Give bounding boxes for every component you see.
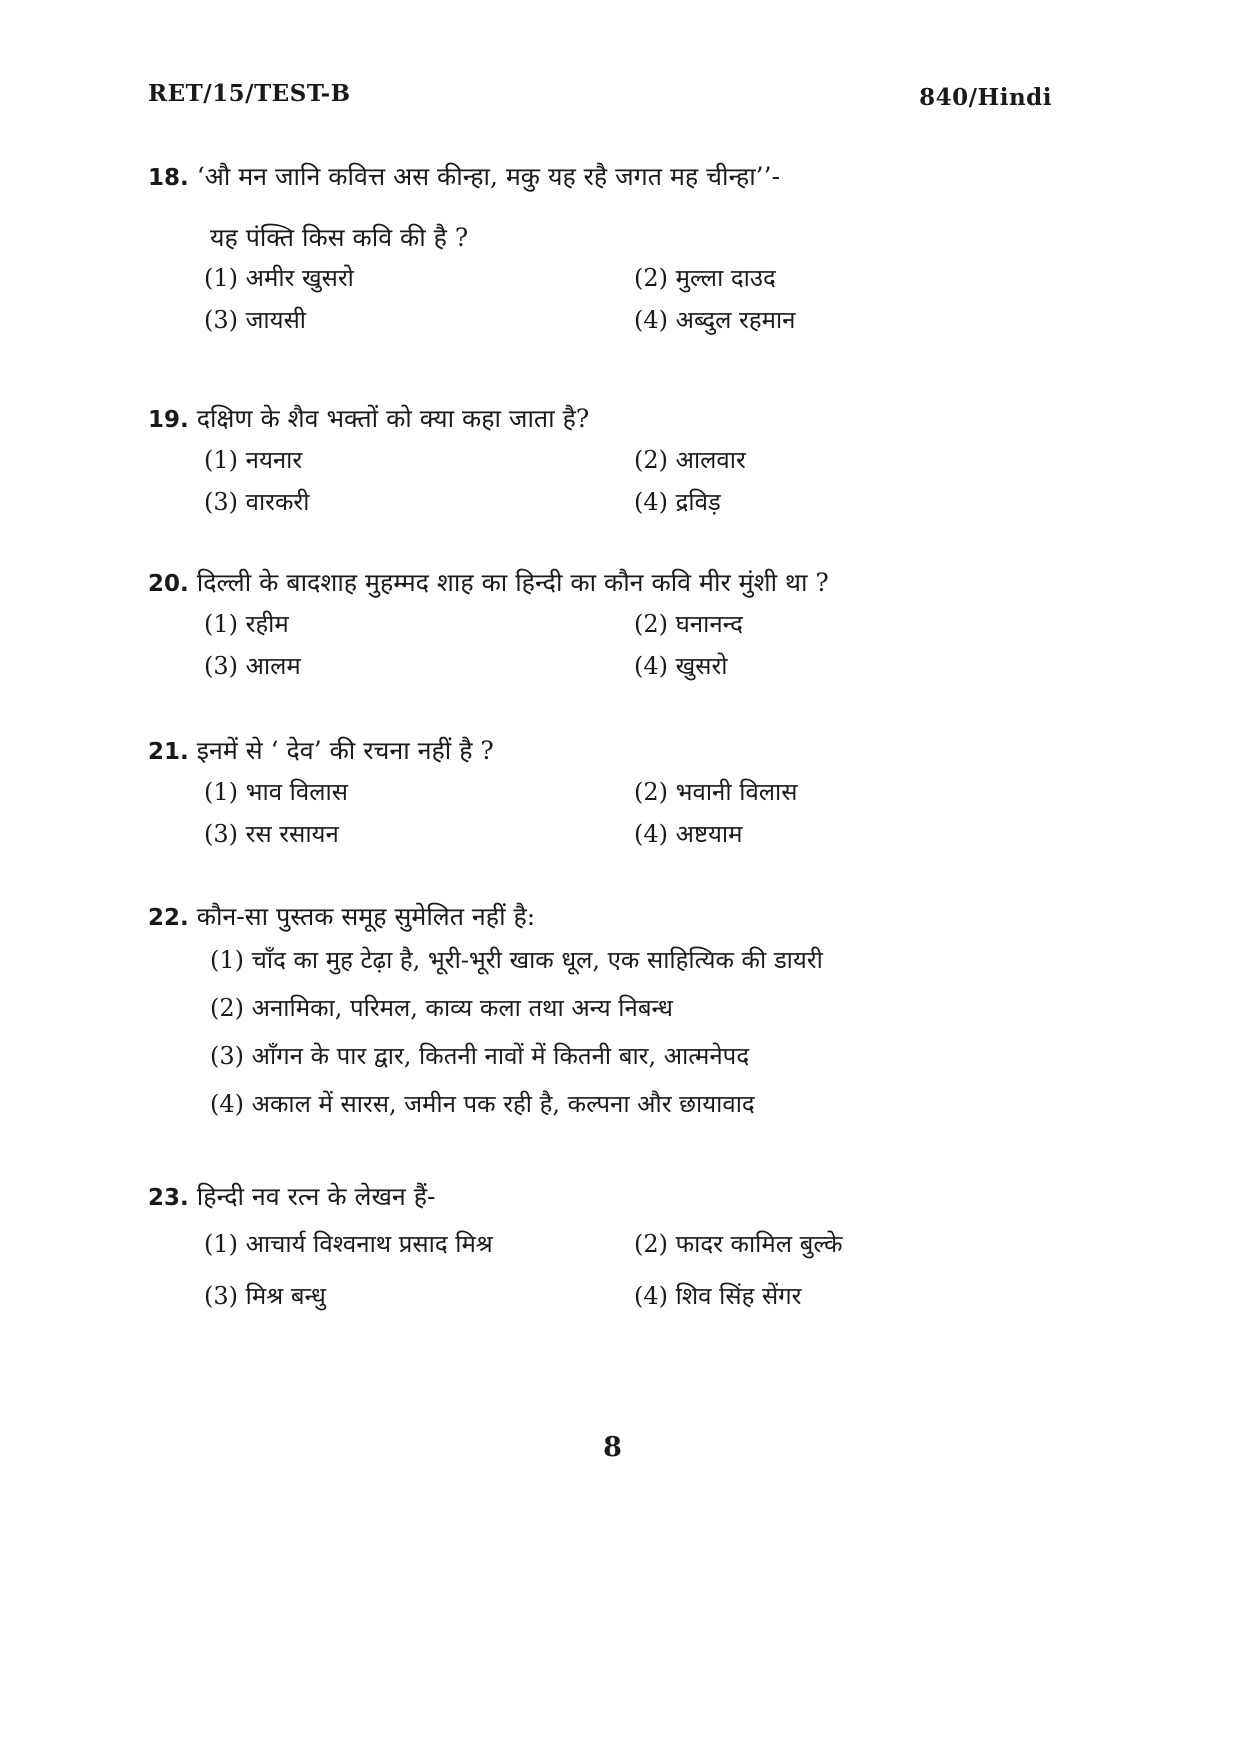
option-1: (1) आचार्य विश्वनाथ प्रसाद मिश्र — [204, 1230, 493, 1258]
option-2: (2) फादर कामिल बुल्के — [634, 1230, 843, 1258]
option-2: (2) मुल्ला दाउद — [634, 264, 776, 292]
option-1: (1) अमीर खुसरो — [204, 264, 354, 292]
option-4: (4) अकाल में सारस, जमीन पक रही है, कल्पना और छायावाद — [210, 1090, 755, 1118]
question-number: 19. — [148, 407, 189, 433]
question-stem — [148, 734, 1068, 769]
question-text: कौन-सा पुस्तक समूह सुमेलित नहीं है: — [196, 902, 536, 931]
option-3: (3) आलम — [204, 652, 301, 680]
question-number: 21. — [148, 739, 189, 765]
option-4: (4) अष्टयाम — [634, 820, 743, 848]
option-3: (3) मिश्र बन्धु — [204, 1282, 326, 1310]
question-19 — [148, 402, 1068, 519]
option-1: (1) चाँद का मुह टेढ़ा है, भूरी-भूरी खाक धूल, एक साहित्यिक की डायरी — [210, 946, 823, 974]
question-text: दिल्ली के बादशाह मुहम्मद शाह का हिन्दी का कौन कवि मीर मुंशी था ? — [196, 568, 829, 597]
question-stem — [148, 566, 1068, 601]
question-number: 22. — [148, 905, 189, 931]
options — [204, 607, 1068, 683]
question-text: दक्षिण के शैव भक्तों को क्या कहा जाता है? — [196, 404, 590, 433]
option-4: (4) अब्दुल रहमान — [634, 306, 796, 334]
option-3: (3) आँगन के पार द्वार, कितनी नावों में कितनी बार, आत्मनेपद — [210, 1042, 750, 1070]
question-number: 23. — [148, 1185, 189, 1211]
subject-code: 840/Hindi — [919, 84, 1052, 111]
question-text: इनमें से ‘ देव’ की रचना नहीं है ? — [196, 736, 494, 765]
option-3: (3) जायसी — [204, 306, 307, 334]
option-4: (4) खुसरो — [634, 652, 728, 680]
options — [210, 943, 1068, 1121]
question-20 — [148, 566, 1068, 683]
option-1: (1) भाव विलास — [204, 778, 348, 806]
option-2: (2) घनानन्द — [634, 610, 743, 638]
question-text: हिन्दी नव रत्न के लेखन हैं- — [196, 1182, 436, 1211]
question-18 — [148, 160, 1068, 337]
question-stem — [148, 160, 1068, 195]
options — [204, 443, 1068, 519]
options — [204, 775, 1068, 851]
option-3: (3) वारकरी — [204, 488, 310, 516]
question-number: 18. — [148, 165, 189, 191]
question-number: 20. — [148, 571, 189, 597]
option-1: (1) नयनार — [204, 446, 303, 474]
option-2: (2) आलवार — [634, 446, 746, 474]
question-21 — [148, 734, 1068, 851]
option-2: (2) भवानी विलास — [634, 778, 798, 806]
options — [204, 261, 1068, 337]
options — [204, 1227, 1068, 1313]
option-4: (4) द्रविड़ — [634, 488, 721, 516]
question-22 — [148, 900, 1068, 1135]
question-subtext: यह पंक्ति किस कवि की है ? — [210, 223, 469, 252]
question-stem — [148, 900, 1068, 935]
question-stem — [148, 1180, 1068, 1215]
question-stem — [148, 402, 1068, 437]
option-2: (2) अनामिका, परिमल, काव्य कला तथा अन्य निबन्ध — [210, 994, 673, 1022]
option-4: (4) शिव सिंह सेंगर — [634, 1282, 802, 1310]
option-1: (1) रहीम — [204, 610, 289, 638]
question-text: ‘औ मन जानि कवित्त अस कीन्हा, मकु यह रहै जगत मह चीन्हा’’- — [196, 162, 781, 191]
page-number: 8 — [603, 1432, 622, 1463]
paper-code: RET/15/TEST-B — [148, 80, 351, 107]
option-3: (3) रस रसायन — [204, 820, 339, 848]
question-23 — [148, 1180, 1068, 1313]
